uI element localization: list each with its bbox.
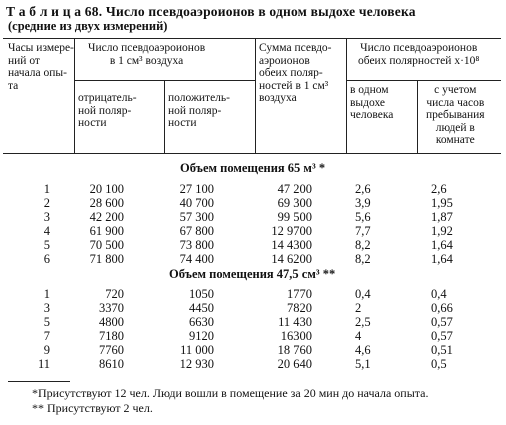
table-cell-hour: 1 [43, 287, 50, 301]
table-cell-positive: 4450 [189, 301, 214, 315]
table-cell-sum: 20 640 [277, 357, 312, 371]
table-cell-breath: 5,1 [355, 357, 371, 371]
table-cell-negative: 3370 [99, 301, 124, 315]
table-cell-sum: 14 6200 [271, 252, 312, 266]
table-cell-negative: 42 200 [89, 210, 124, 224]
header-negative: отрицатель- ной поляр- ности [78, 92, 137, 129]
table-cell-with-hours: 1,87 [431, 210, 453, 224]
table-cell-hour: 9 [43, 343, 50, 357]
table-cell-positive: 74 400 [179, 252, 214, 266]
footnote-separator [8, 381, 70, 382]
table-cell-sum: 7820 [287, 301, 312, 315]
table-cell-negative: 20 100 [89, 182, 124, 196]
column-divider [74, 38, 75, 153]
table-cell-breath: 8,2 [355, 238, 371, 252]
table-cell-positive: 1050 [189, 287, 214, 301]
table-cell-breath: 7,7 [355, 224, 371, 238]
table-cell-with-hours: 1,92 [431, 224, 453, 238]
table-cell-with-hours: 0,5 [431, 357, 447, 371]
table-cell-with-hours: 0,51 [431, 343, 453, 357]
table-subtitle: (средние из двух измерений) [8, 19, 168, 33]
header-subgroup-rule-2 [346, 80, 501, 81]
table-cell-negative: 720 [105, 287, 124, 301]
table-cell-hour: 5 [43, 238, 50, 252]
table-cell-negative: 28 600 [89, 196, 124, 210]
table-cell-positive: 27 100 [179, 182, 214, 196]
table-cell-hour: 11 [37, 357, 50, 371]
table-cell-with-hours: 0,66 [431, 301, 453, 315]
header-bottom-rule [3, 153, 501, 154]
table-cell-sum: 47 200 [277, 182, 312, 196]
header-count-group: Число псевдоаэроионов в 1 см³ воздуха [88, 42, 206, 67]
column-divider [164, 80, 165, 153]
table-cell-sum: 11 430 [278, 315, 312, 329]
table-cell-sum: 1770 [287, 287, 312, 301]
column-divider [417, 80, 418, 153]
header-hours: Часы измере- ний от начала опы- та [8, 42, 74, 92]
header-both-group: Число псевдоаэроионов обеих полярностей x·10⁸ [358, 42, 480, 67]
table-cell-breath: 3,9 [355, 196, 371, 210]
table-cell-positive: 57 300 [179, 210, 214, 224]
table-cell-hour: 1 [43, 182, 50, 196]
table-cell-positive: 40 700 [179, 196, 214, 210]
table-cell-negative: 7180 [99, 329, 124, 343]
table-cell-with-hours: 1,95 [431, 196, 453, 210]
column-divider [255, 38, 256, 153]
table-cell-sum: 12 9700 [271, 224, 312, 238]
table-cell-hour: 7 [43, 329, 50, 343]
header-one-breath: в одном выдохе человека [350, 84, 394, 121]
table-cell-hour: 3 [43, 210, 50, 224]
table-cell-positive: 73 800 [179, 238, 214, 252]
table-cell-with-hours: 0,4 [431, 287, 447, 301]
footnote-1: *Присутствуют 12 чел. Люди вошли в помещение за 20 мин до начала опыта. [32, 386, 429, 400]
table-cell-breath: 8,2 [355, 252, 371, 266]
table-cell-sum: 99 500 [277, 210, 312, 224]
table-top-rule [3, 38, 501, 39]
table-cell-positive: 11 000 [180, 343, 214, 357]
table-cell-negative: 70 500 [89, 238, 124, 252]
table-cell-hour: 3 [43, 301, 50, 315]
table-cell-positive: 12 930 [179, 357, 214, 371]
table-cell-with-hours: 2,6 [431, 182, 447, 196]
section-heading: Объем помещения 47,5 см³ ** [169, 267, 336, 281]
column-divider [346, 38, 347, 153]
table-cell-sum: 16300 [280, 329, 312, 343]
header-positive: положитель- ной поляр- ности [168, 92, 230, 129]
table-cell-hour: 6 [43, 252, 50, 266]
table-cell-breath: 4,6 [355, 343, 371, 357]
table-cell-breath: 2,5 [355, 315, 371, 329]
table-cell-with-hours: 1,64 [431, 252, 453, 266]
table-title: Т а б л и ц а 68. Число псевдоаэроионов в одном выдохе человека [6, 4, 416, 19]
table-cell-with-hours: 1,64 [431, 238, 453, 252]
table-cell-breath: 0,4 [355, 287, 371, 301]
table-cell-sum: 18 760 [277, 343, 312, 357]
table-cell-sum: 14 4300 [271, 238, 312, 252]
header-with-hours: с учетом числа часов пребывания людей в комнате [426, 84, 485, 146]
table-cell-positive: 9120 [189, 329, 214, 343]
table-cell-negative: 8610 [99, 357, 124, 371]
table-cell-sum: 69 300 [277, 196, 312, 210]
table-cell-negative: 71 800 [89, 252, 124, 266]
footnote-2: ** Присутствуют 2 чел. [32, 401, 153, 415]
table-cell-positive: 6630 [189, 315, 214, 329]
table-cell-hour: 4 [43, 224, 50, 238]
table-cell-breath: 2,6 [355, 182, 371, 196]
table-cell-breath: 2 [355, 301, 362, 315]
table-cell-breath: 4 [355, 329, 362, 343]
table-cell-hour: 5 [43, 315, 50, 329]
table-cell-hour: 2 [43, 196, 50, 210]
table-cell-negative: 61 900 [89, 224, 124, 238]
table-cell-breath: 5,6 [355, 210, 371, 224]
table-cell-with-hours: 0,57 [431, 315, 453, 329]
header-sum: Сумма псевдо- аэроионов обеих поляр- ностей в 1 см³ воздуха [259, 42, 332, 104]
table-cell-positive: 67 800 [179, 224, 214, 238]
section-heading: Объем помещения 65 м³ * [180, 161, 326, 175]
table-cell-with-hours: 0,57 [431, 329, 453, 343]
table-cell-negative: 4800 [99, 315, 124, 329]
table-cell-negative: 7760 [99, 343, 124, 357]
